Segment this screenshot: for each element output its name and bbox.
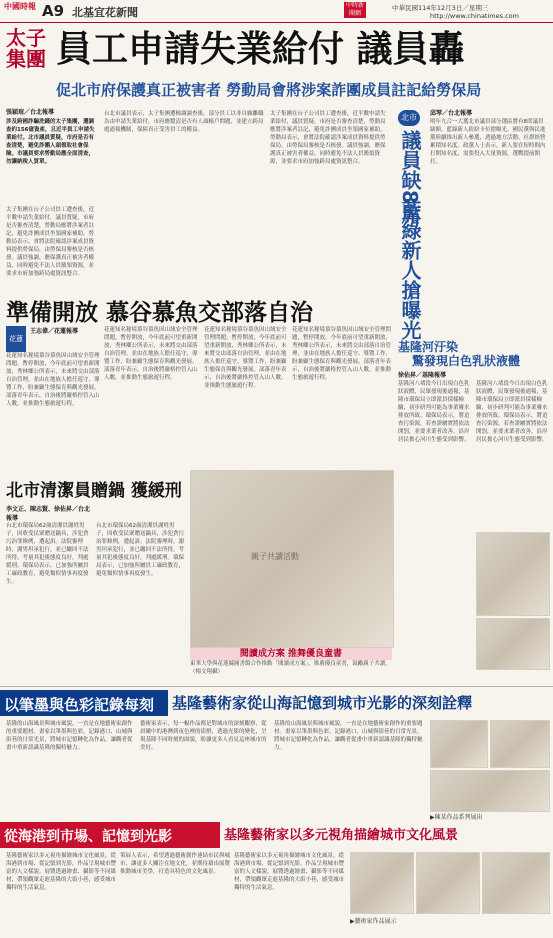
article1-byline: 張穎瑄／台北報導: [6, 109, 55, 116]
feature-body3: 基隆的山海風景與城市風貌，一直是在地藝術家創作的重要題材。畫家以筆墨與色彩，記錄港口、山城與街巷的日常光景，將城市記憶轉化為作品，讓觀者從畫中重新認識基隆的獨特魅力。: [274, 721, 423, 751]
brand-logo: 中時新聞網: [345, 2, 364, 17]
article5-headline: 基隆河汙染: [398, 340, 459, 354]
article3-byline: 李文正、陳志賢、徐佑昇／台北報導: [6, 506, 91, 522]
river-photo-2: [476, 618, 550, 670]
article2-headline: 準備開放 慕谷慕魚交部落自治: [6, 300, 314, 326]
article4-headline: 藍綠新人搶曝光: [398, 200, 422, 340]
photo-label: 親子共讀活動: [251, 552, 299, 561]
reading-caption-headline: 閱讀成方案 推舞優良童書: [190, 648, 392, 660]
reading-caption: 東華大學與花蓮縣圖書館合作推動「閱讀成方案」，推薦優良童書，鼓勵親子共讀。（楊文翔攝）: [190, 661, 391, 675]
artwork-photo-6: [482, 852, 550, 914]
artwork-photo-1: [430, 720, 488, 768]
article3-body: 台北市環保局62歲清潔員謝姓男子，因收受民眾贈送鍋具，涉犯貪污治罪條例，遭起訴。法院審理時，謝男坦承犯行，並已繳回不法所得，考量其犯後態度良好，判處緩刑。環保局表示，已加強所屬員工廉政教育，避免類似情事再度發生。: [6, 523, 89, 585]
feature-headline: 基隆藝術家從山海記憶到城市光影的深刻詮釋: [172, 694, 473, 712]
masthead: [0, 0, 553, 23]
section-title: 北基宜花新聞: [72, 6, 138, 19]
article2-body-col3: 花蓮知名秘境慕谷慕魚因山域安全管理問題，暫停開放，今年底前可望重新開放，秀林鄉公所表示，未來將交由部落自治管理，並由在地族人擔任巡守、導覽工作，盼兼顧生態保育與觀光發展。部落青年表示，自治後將嚴格控管入山人數，並推動生態旅遊行程。: [204, 327, 287, 389]
website-url: http://www.chinatimes.com: [430, 12, 519, 20]
article2-tag: 花蓮: [6, 326, 26, 352]
issue-date: 中華民國114年12月3日／星期三: [392, 4, 489, 12]
article5-body: 基隆河八堵段今日出現白色乳狀液體，民眾發現後通報，基隆市環保局立即派員採樣檢驗，初步研判可能為事業廢水排放所致。環保局表示，將追查污染源，若查證屬實將依法開罰，並要求業者改善。沿岸居民擔心河川生態受到影響。: [398, 381, 470, 443]
artwork-photo-3: [430, 770, 550, 812]
article1-subhead: 促北市府保護真正被害者 勞動局會將涉案詐團成員註記給勞保局: [56, 81, 482, 99]
feature-caption: ▶陳某作品系列展出: [430, 814, 483, 821]
newspaper-logo: 中國時報: [4, 2, 36, 11]
river-photo: [476, 532, 550, 616]
feature2-banner: [0, 822, 220, 848]
feature-banner-text: 以筆墨與色彩記錄每刻: [4, 696, 155, 714]
article5-byline: 徐佑昇／基隆報導: [398, 372, 447, 379]
page-number: A9: [42, 2, 65, 20]
article1-lead: 涉及跨國詐騙洗錢的太子集團，遭調查約156億資產，且近半員工申請失業給付。北市議員質疑，市府是否有查清楚，避免詐團人頭領取社會保險。市議員要求勞動局應全面清查，勿讓納稅人買單。: [6, 119, 95, 165]
section-divider: [0, 686, 553, 687]
article1-kicker: 太子集團: [6, 26, 46, 71]
article1-body: 太子集團在台子公司員工遭查後，近半數申請失業給付，議員質疑，市府是否審查清楚，勞動局應將涉案者註記，避免詐團成員坐領國家補助。勞動局表示，會將法院確認涉案成員資料提供勞保局，由勞保局審核是否核發。議員強調，應保護真正被害者權益，同時避免不法人員濫領資源，並要求市府加強跨局處資訊整合。: [6, 207, 95, 277]
article1-headline: 員工申請失業給付 議員轟: [56, 29, 465, 70]
feature-banner: [0, 690, 168, 716]
article4-byline: 邱琴／台北報導: [430, 110, 473, 117]
feature2-headline: 基隆藝術家以多元視角描繪城市文化風景: [224, 828, 459, 843]
feature2-body2: 策展人表示，希望透過藝術創作連結市民與城市，讓更多人關注在地文化，並期待藉由展覽推動城市美學，打造具特色的文化風景。: [120, 853, 230, 875]
feature2-banner-text: 從海港到市場、記憶到光影: [4, 829, 172, 845]
article1-body-col3: 太子集團在台子公司員工遭查後，近半數申請失業給付，議員質疑，市府是否審查清楚，勞動局應將涉案者註記，避免詐團成員坐領國家補助。勞動局表示，會將法院確認涉案成員資料提供勞保局，由勞保局審核是否核發。議員強調，應保護真正被害者權益，同時避免不法人員濫領資源，並要求市府加強跨局處資訊整合。: [270, 111, 386, 165]
article5-body-col2: 基隆河八堵段今日出現白色乳狀液體，民眾發現後通報，基隆市環保局立即派員採樣檢驗，初步研判可能為事業廢水排放所致。環保局表示，將追查污染源，若查證屬實將依法開罰，並要求業者改善。沿岸居民擔心河川生態受到影響。: [476, 381, 548, 443]
article3-body-col2: 台北市環保局62歲清潔員謝姓男子，因收受民眾贈送鍋具，涉犯貪污治罪條例，遭起訴。法院審理時，謝男坦承犯行，並已繳回不法所得，考量其犯後態度良好，判處緩刑。環保局表示，已加強所屬員工廉政教育，避免類似情事再度發生。: [96, 523, 184, 577]
article4-kicker: 議員缺8席: [398, 130, 422, 224]
article2-body: 花蓮知名秘境慕谷慕魚因山域安全管理問題，暫停開放，今年底前可望重新開放，秀林鄉公所表示，未來將交由部落自治管理，並由在地族人擔任巡守、導覽工作，盼兼顧生態保育與觀光發展。部落青年表示，自治後將嚴格控管入山人數，並推動生態旅遊行程。: [6, 353, 100, 407]
artwork-photo-5: [416, 852, 480, 914]
reading-photo: [190, 470, 394, 648]
feature2-caption: ▶藝術家作品展示: [350, 918, 397, 925]
feature2-body3: 基隆藝術家以多元視角描繪城市文化風景，從海港到市場、從記憶到光影，作品呈現城市豐富的人文樣貌。展覽透過繪畫、攝影等不同媒材，帶領觀眾走進基隆的大街小巷，感受城市獨特的生活氣息。: [234, 853, 344, 891]
article4-body: 明年九合一大選北市議員部分選區將有8席議員缺額，藍綠新人紛紛卡位搶曝光。國民黨與民進黨陸續推出新人參選，透過地方活動、社群經營累積知名度。政黨人士表示，新人要在短時間內打開知名度，需要投入大量資源，選戰提前開打。: [430, 119, 546, 165]
article2-body-col4: 花蓮知名秘境慕谷慕魚因山域安全管理問題，暫停開放，今年底前可望重新開放，秀林鄉公所表示，未來將交由部落自治管理，並由在地族人擔任巡守、導覽工作，盼兼顧生態保育與觀光發展。部落青年表示，自治後將嚴格控管入山人數，並推動生態旅遊行程。: [292, 327, 392, 381]
article2-byline: 王志偉／花蓮報導: [30, 328, 79, 335]
feature2-body1: 基隆藝術家以多元視角描繪城市文化風景，從海港到市場、從記憶到光影，作品呈現城市豐富的人文樣貌。展覽透過繪畫、攝影等不同媒材，帶領觀眾走進基隆的大街小巷，感受城市獨特的生活氣息。: [6, 853, 116, 891]
artwork-photo-4: [350, 852, 414, 914]
article3-headline: 北市清潔員贈鍋 獲緩刑: [6, 481, 182, 501]
article4-tag: 北市: [398, 110, 420, 126]
feature-body1: 基隆的山海風景與城市風貌，一直是在地藝術家創作的重要題材。畫家以筆墨與色彩，記錄港口、山城與街巷的日常光景，將城市記憶轉化為作品，讓觀者從畫中重新認識基隆的獨特魅力。: [6, 721, 133, 751]
artwork-photo-2: [490, 720, 550, 768]
article2-body-col2: 花蓮知名秘境慕谷慕魚因山域安全管理問題，暫停開放，今年底前可望重新開放，秀林鄉公所表示，未來將交由部落自治管理，並由在地族人擔任巡守、導覽工作，盼兼顧生態保育與觀光發展。部落青年表示，自治後將嚴格控管入山人數，並推動生態旅遊行程。: [104, 327, 198, 381]
article1-body-col2: 台北市議員表示，太子集團遭檢調調查後，部分員工以非自願離職為由申請失業給付，市府應釐清是否有人頭帳戶問題，並建立跨局處通報機制，保障真正受害員工的權益。: [104, 111, 264, 133]
article5-headline2: 驚發現白色乳狀液體: [412, 354, 521, 368]
feature-body2: 藝術家表示，每一幅作品都是對城市的深刻觀察，從晨曦中的港灣到夜色裡的街燈，透過光影的變化，呈現基隆不同時刻的面貌，盼讓更多人看見這座城市的美好。: [140, 721, 267, 751]
